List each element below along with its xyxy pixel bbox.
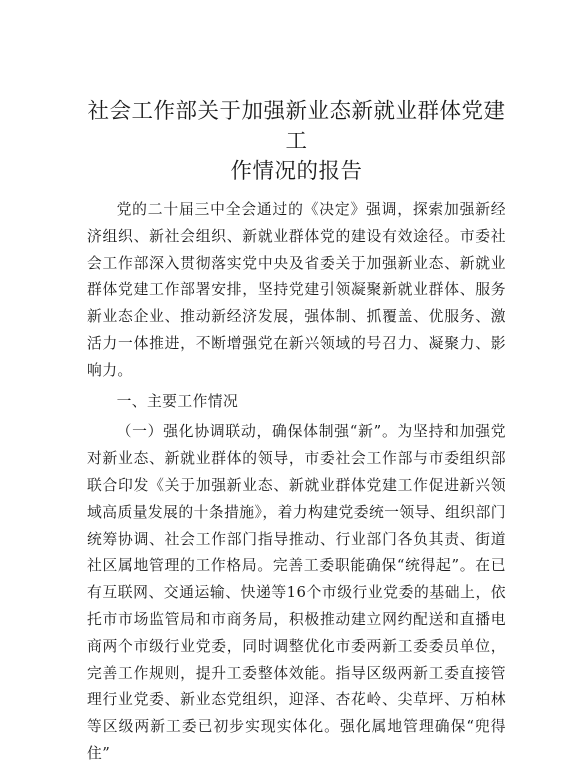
section-paragraph: （一）强化协调联动，确保体制强“新”。为坚持和加强党对新业态、新就业群体的领导，市委社会工作部与市委组织部联合印发《关于加强新业态、新就业群体党建工作促进新兴领域高质量发展的十条措施》，着力构建党委统一领导、组织部门统筹协调、社会工作部门指导推动、行业部门各负其责、街道社区属地管理的工作格局。完善工委职能确保“统得起”。在已有互联网、交通运输、快递等16个市级行业党委的基础上，依托市市场监管局和市商务局，积极推动建立网约配送和直播电商两个市级行业党委，同时调整优化市委两新工委委员单位，完善工作规则，提升工委整体效能。指导区级两新工委直接管理行业党委、新业态党组织，迎泽、杏花岭、尖草坪、万柏林等区级两新工委已初步实现实体化。强化属地管理确保“兜得住” bbox=[87, 423, 506, 762]
title-line-2: 作情况的报告 bbox=[230, 159, 363, 184]
document-title bbox=[87, 97, 506, 187]
title-line-1: 社会工作部关于加强新业态新就业群体党建工 bbox=[87, 99, 506, 154]
intro-paragraph: 党的二十届三中全会通过的《决定》强调，探索加强新经济组织、新社会组织、新就业群体党的建设有效途径。市委社会工作部深入贯彻落实党中央及省委关于加强新业态、新就业群体党建工作部署安排，坚持党建引领凝聚新就业群体、服务新业态企业、推动新经济发展，强体制、抓覆盖、优服务、激活力一体推进，不断增强党在新兴领域的号召力、凝聚力、影响力。 bbox=[87, 201, 506, 379]
section-heading: 一、主要工作情况 bbox=[116, 392, 239, 410]
document-body bbox=[87, 197, 506, 768]
